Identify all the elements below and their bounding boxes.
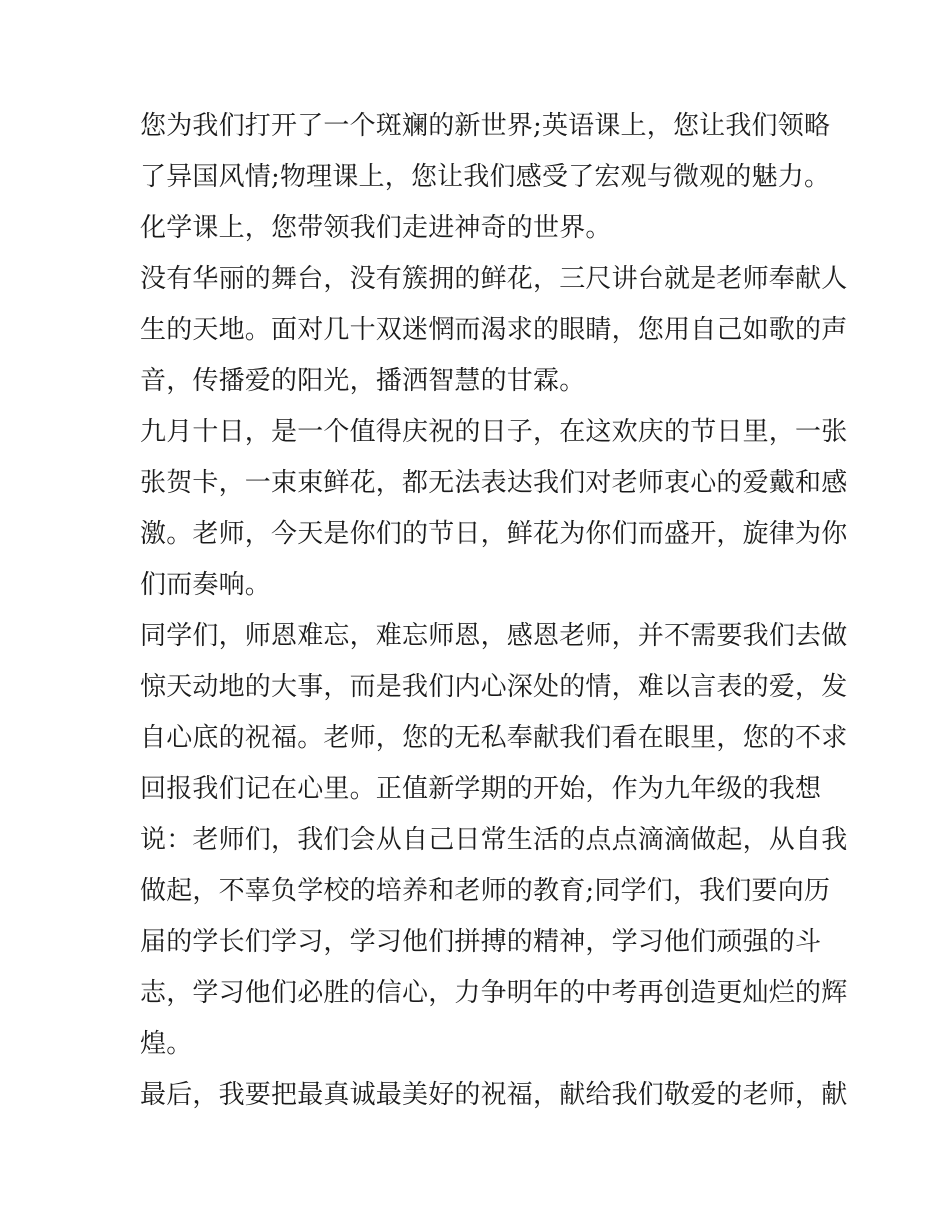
text-line: 没有华丽的舞台，没有簇拥的鲜花，三尺讲台就是老师奉献人 — [140, 264, 848, 294]
text-line: 届的学长们学习，学习他们拼搏的精神，学习他们顽强的斗 — [140, 927, 822, 957]
text-line: 激。老师，今天是你们的节日，鲜花为你们而盛开，旋律为你 — [140, 519, 848, 549]
text-line: 说：老师们，我们会从自己日常生活的点点滴滴做起，从自我 — [140, 825, 848, 855]
text-line: 们而奏响。 — [140, 570, 272, 600]
text-line: 化学课上，您带领我们走进神奇的世界。 — [140, 213, 612, 243]
document-body — [140, 101, 848, 1121]
text-line: 志，学习他们必胜的信心，力争明年的中考再创造更灿烂的辉 — [140, 978, 848, 1008]
text-line: 您为我们打开了一个斑斓的新世界;英语课上，您让我们领略 — [140, 111, 831, 141]
text-line: 同学们，师恩难忘，难忘师恩，感恩老师，并不需要我们去做 — [140, 621, 848, 651]
text-line: 惊天动地的大事，而是我们内心深处的情，难以言表的爱，发 — [140, 672, 848, 702]
text-line: 了异国风情;物理课上，您让我们感受了宏观与微观的魅力。 — [140, 162, 831, 192]
text-line: 做起，不辜负学校的培养和老师的教育;同学们，我们要向历 — [140, 876, 831, 906]
text-line: 自心底的祝福。老师，您的无私奉献我们看在眼里，您的不求 — [140, 723, 848, 753]
text-line: 九月十日，是一个值得庆祝的日子，在这欢庆的节日里，一张 — [140, 417, 848, 447]
text-line: 煌。 — [140, 1029, 193, 1059]
text-line: 音，传播爱的阳光，播洒智慧的甘霖。 — [140, 366, 586, 396]
text-line: 回报我们记在心里。正值新学期的开始，作为九年级的我想 — [140, 774, 822, 804]
text-line: 张贺卡，一束束鲜花，都无法表达我们对老师衷心的爱戴和感 — [140, 468, 848, 498]
text-line: 生的天地。面对几十双迷惘而渴求的眼睛，您用自己如歌的声 — [140, 315, 848, 345]
text-line: 最后，我要把最真诚最美好的祝福，献给我们敬爱的老师，献 — [140, 1080, 848, 1110]
